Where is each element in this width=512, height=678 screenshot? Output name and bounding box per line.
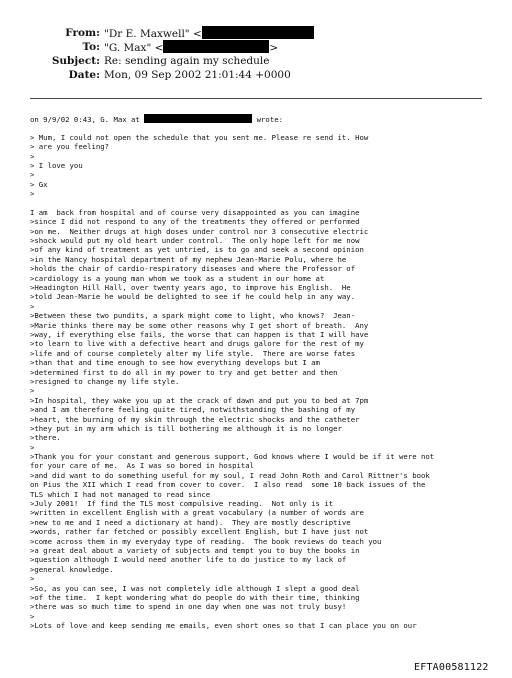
message-line: >they put in my arm which is till bothering me although it is no longer (30, 423, 342, 433)
quote-intro (30, 114, 500, 123)
message-line: >So, as you can see, I was not completely idle although I slept a good deal (30, 583, 360, 593)
message-line: >since I did not respond to any of the treatments they offered or performed (30, 217, 360, 227)
message-line: > (30, 151, 35, 161)
redaction-block (144, 114, 252, 123)
message-line (30, 199, 500, 208)
message-line: > Mum, I could not open the schedule that you sent me. Please re send it. How (30, 132, 369, 142)
message-line: > are you feeling? (30, 142, 110, 152)
date-label: Date: (68, 69, 100, 81)
message-line: on Pius the XII which I read from cover to cover. I also read some 10 back issues of the (30, 480, 426, 490)
message-line: >Lots of love and keep sending me emails, even short ones so that I can place you on our (30, 621, 417, 631)
from-name: "Dr E. Maxwell" < (104, 28, 202, 40)
message-line: >to learn to live with a defective heart and drugs galore for the rest of my (30, 339, 364, 349)
message-line: >cardiology is a young man whom we took as a student in our home at (30, 273, 325, 283)
document-stamp: EFTA00581122 (414, 662, 489, 673)
message-line: >July 2001! If find the TLS most compulsive reading. Not only is it (30, 499, 334, 509)
message-line: >Between these two pundits, a spark might come to light, who knows? Jean- (30, 311, 356, 321)
message-line: > (30, 611, 35, 621)
message-line: > (30, 574, 35, 584)
message-line: >come across them in my everyday type of reading. The book reviews do teach you (30, 536, 382, 546)
message-line: >in the Nancy hospital department of my nephew Jean-Marie Polu, where he (30, 254, 347, 264)
from-label: From: (65, 27, 100, 39)
message-line: >Headington Hill Hall, over twenty years ago, to improve his English. He (30, 283, 351, 293)
email-body (30, 114, 500, 630)
redaction-block (202, 26, 314, 39)
message-line: >and I am therefore feeling quite tired, notwithstanding the bashing of my (30, 405, 356, 415)
message-line: > (30, 386, 35, 396)
subject-label: Subject: (51, 55, 100, 67)
message-line: >heart, the burning of my skin through the electric shocks and the catheter (30, 414, 360, 424)
message-line: I am back from hospital and of course very disappointed as you can imagine (30, 207, 360, 217)
message-line: > (30, 170, 35, 180)
message-line: >on me. Neither drugs at high doses under control nor 3 consecutive electric (30, 226, 369, 236)
quote-intro-before: on 9/9/02 0:43, G. Max at (30, 115, 140, 124)
message-line: for your care of me. As I was so bored in hospital (30, 461, 255, 471)
message-line: >than that and time enough to see how everything develops but I am (30, 358, 320, 368)
message-line: >a great deal about a variety of subjects and tempt you to buy the books in (30, 545, 360, 555)
message-line: >shock would put my old heart under control. The only hope left for me now (30, 236, 360, 246)
message-line: TLS which I had not managed to read since (30, 489, 211, 499)
message-line: >Thank you for your constant and generous support, God knows where I would be if it were not (30, 452, 435, 462)
message-line: > (30, 189, 35, 199)
to-row (0, 40, 512, 54)
to-label: To: (82, 41, 100, 53)
message-line: >Marie thinks there may be some other reasons why I get short of breath. Any (30, 320, 369, 330)
redaction-block (163, 40, 269, 53)
message-line: >determined first to do all in my power to try and get better and then (30, 367, 338, 377)
from-value (104, 26, 314, 41)
from-row (0, 26, 512, 40)
message-line: >words, rather far fetched or possibly excellent English, but I have just not (30, 527, 369, 537)
message-line: >written in excellent English with a great vocabulary (a number of words are (30, 508, 364, 518)
header-divider (30, 98, 482, 99)
message-line: >question although I would need another life to do justice to my lack of (30, 555, 347, 565)
subject-row (0, 54, 512, 68)
message-line: >of the time. I kept wondering what do people do with their time, thinking (30, 592, 360, 602)
message-line: >and did want to do something useful for my soul, I read John Roth and Carol Rittner's book (30, 470, 430, 480)
message-line: >general knowledge. (30, 564, 114, 574)
date-row (0, 68, 512, 82)
message-line: >of any kind of treatment as yet untried, is to go and seek a second opinion (30, 245, 364, 255)
message-line: >new to me and I need a dictionary at hand). They are mostly descriptive (30, 517, 351, 527)
quote-intro-after: wrote: (256, 115, 283, 124)
to-close: > (269, 42, 279, 54)
message-line: >way, if everything else fails, the worse that can happen is that I will have (30, 329, 369, 339)
subject-value: Re: sending again my schedule (104, 55, 270, 67)
message-line: > (30, 301, 35, 311)
message-line: > I love you (30, 160, 83, 170)
message-line: >told Jean-Marie he would be delighted to see if he could help in any way. (30, 292, 356, 302)
message-line: >In hospital, they wake you up at the crack of dawn and put you to bed at 7pm (30, 395, 369, 405)
message-line: >holds the chair of cardio-respiratory diseases and where the Professor of (30, 264, 356, 274)
to-value (104, 40, 278, 55)
message-line: >life and of course completely alter my life style. There are worse fates (30, 348, 356, 358)
message-line: >there was so much time to spend in one day when one was not truly busy! (30, 602, 347, 612)
message-line: >there. (30, 433, 61, 443)
message-line: >resigned to change my life style. (30, 376, 180, 386)
email-header (0, 26, 512, 82)
message-lines (30, 133, 500, 631)
date-value: Mon, 09 Sep 2002 21:01:44 +0000 (104, 69, 291, 81)
to-name: "G. Max" < (104, 42, 164, 54)
message-line: > Gx (30, 179, 48, 189)
message-line: > (30, 442, 35, 452)
